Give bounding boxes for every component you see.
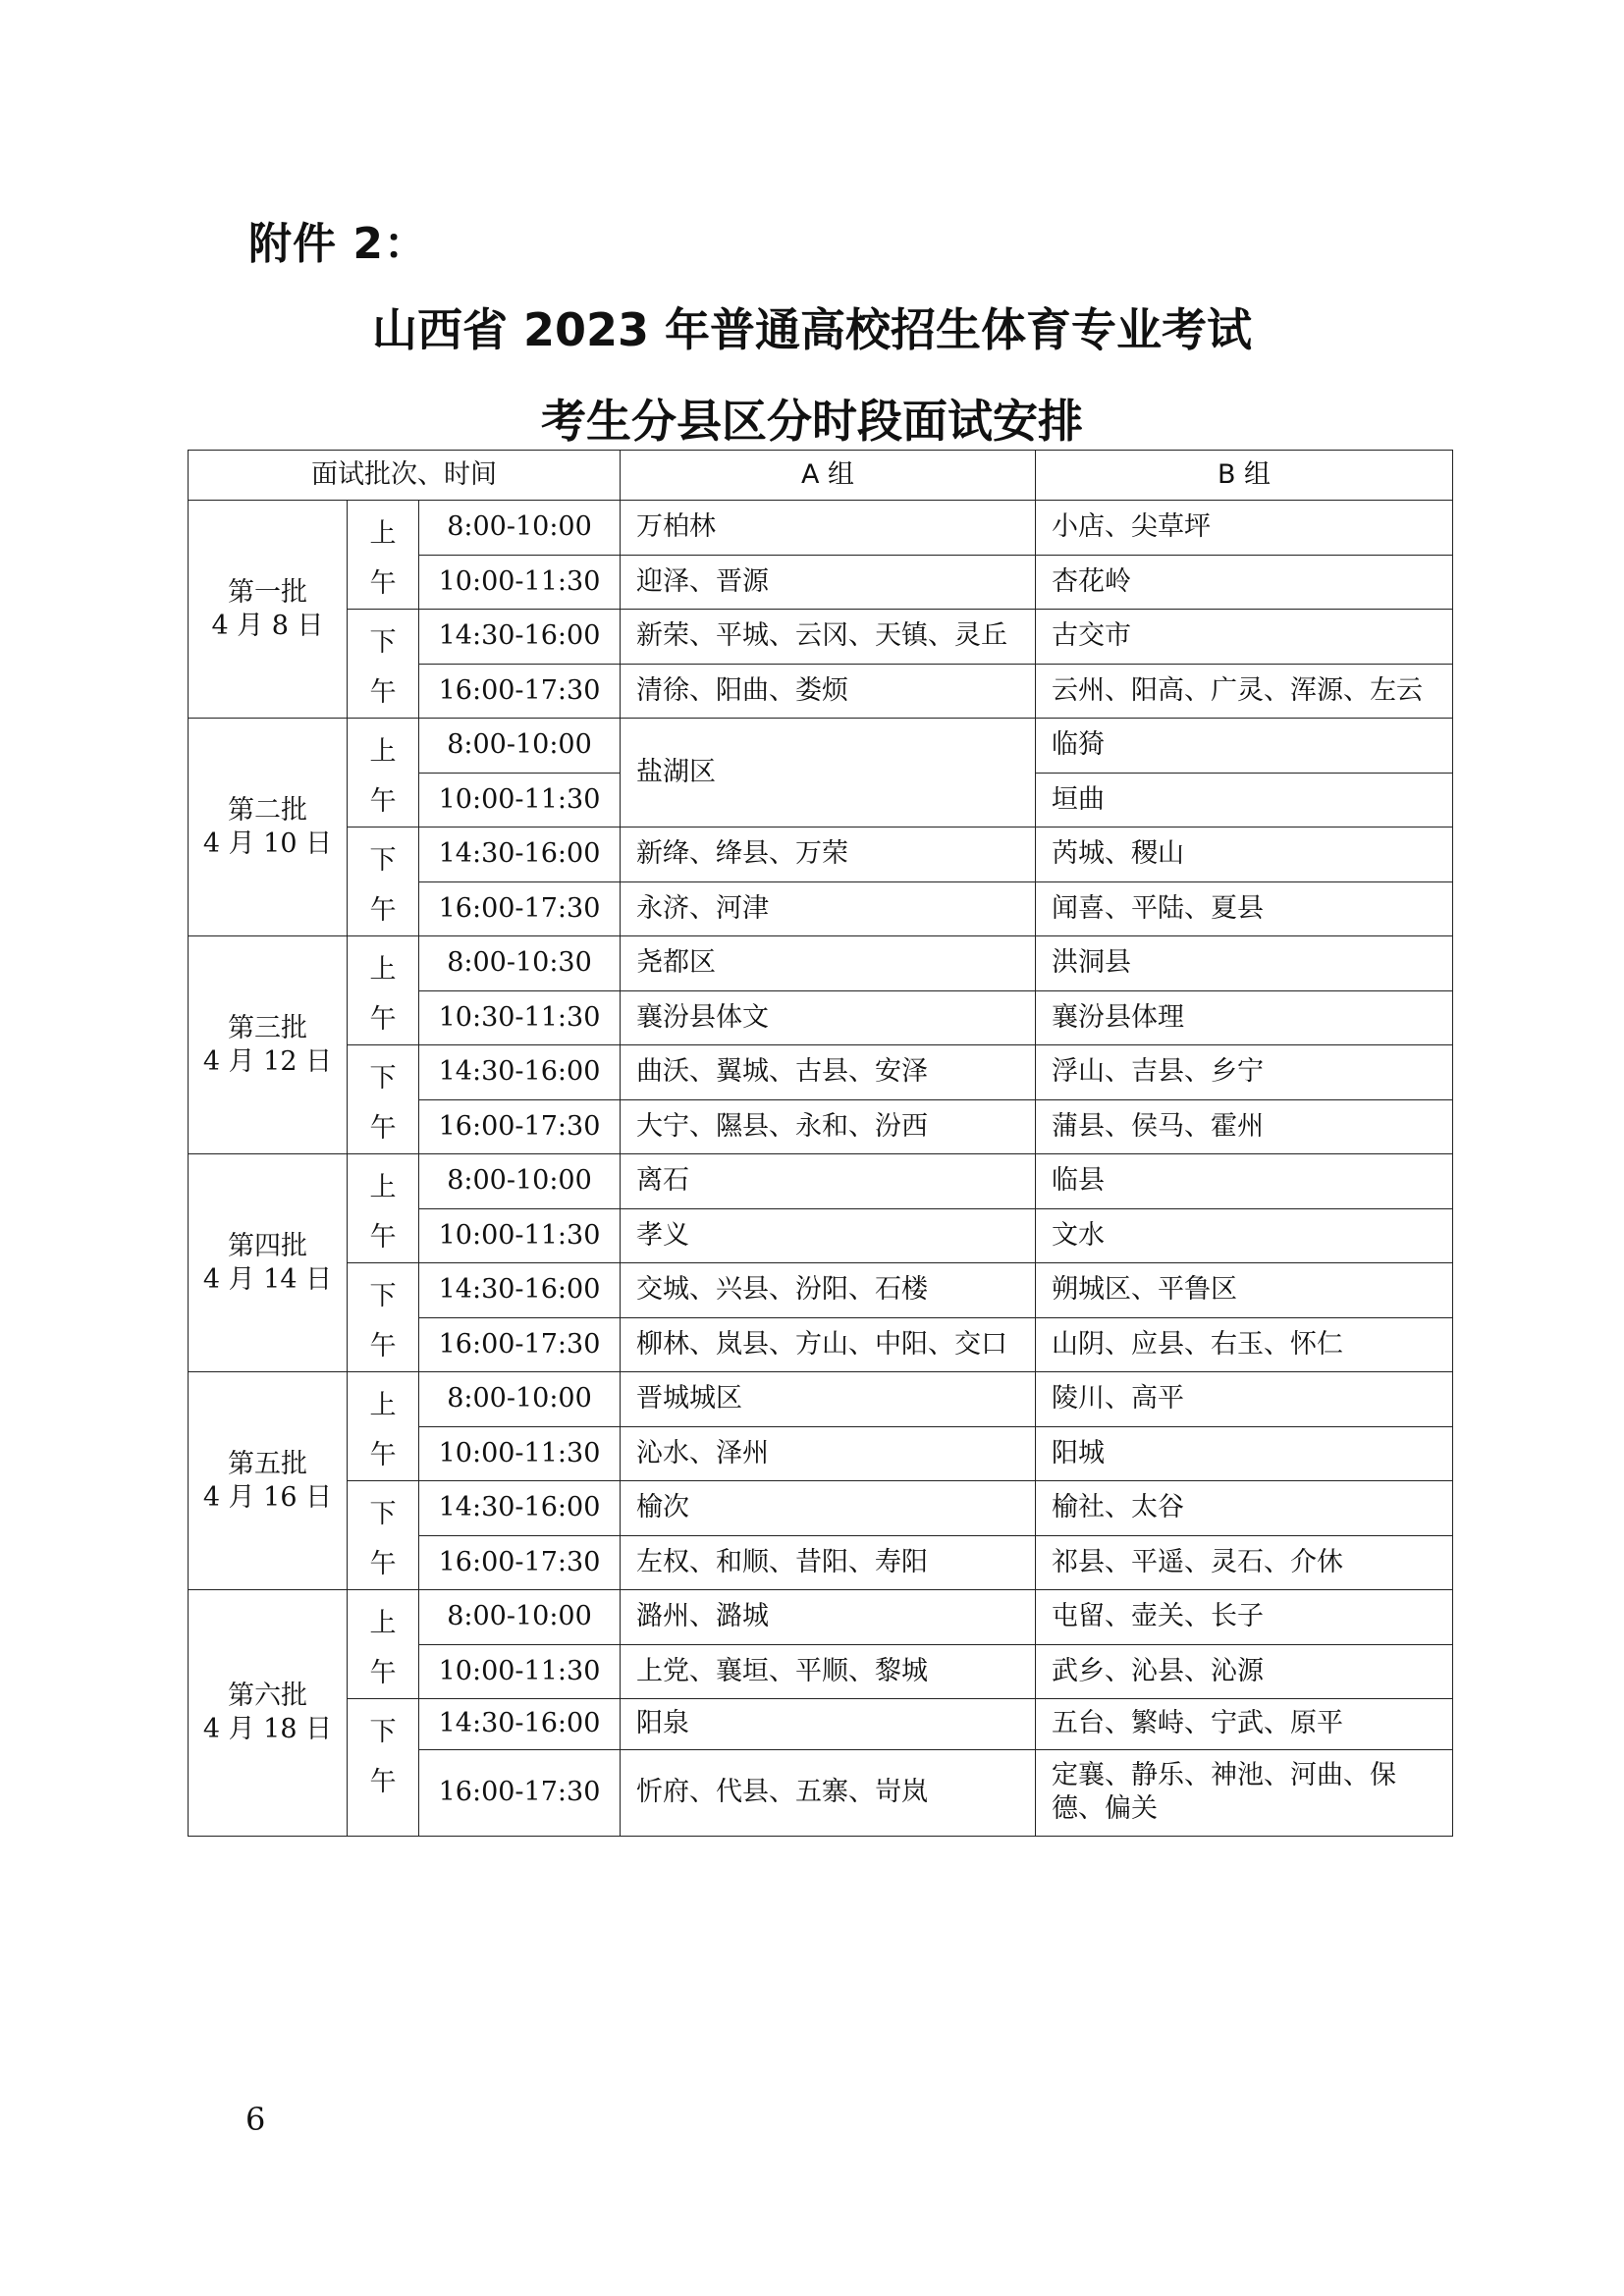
table-row <box>189 719 1453 774</box>
document-title-line1: 山西省 2023 年普通高校招生体育专业考试 <box>371 303 1253 356</box>
group-b-cell: 山阴、应县、右玉、怀仁 <box>1036 1317 1453 1372</box>
group-a-cell: 晋城城区 <box>621 1372 1036 1427</box>
time-slot: 16:00-17:30 <box>419 1099 621 1154</box>
batch-name: 第六批 <box>228 1680 307 1711</box>
half-day-char: 午 <box>369 1331 397 1362</box>
afternoon-label <box>348 1045 419 1154</box>
time-slot: 16:00-17:30 <box>419 1535 621 1590</box>
group-b-cell: 垣曲 <box>1036 773 1453 828</box>
group-a-cell: 左权、和顺、昔阳、寿阳 <box>621 1535 1036 1590</box>
time-slot: 14:30-16:00 <box>419 1045 621 1100</box>
group-b-cell: 闻喜、平陆、夏县 <box>1036 881 1453 936</box>
half-day-char: 上 <box>369 1172 397 1202</box>
header-group-b: B 组 <box>1036 451 1453 501</box>
batch-cell <box>189 936 348 1154</box>
afternoon-label <box>348 828 419 936</box>
page-number: 6 <box>245 2101 266 2138</box>
table-row <box>189 1699 1453 1750</box>
table-row <box>189 1590 1453 1645</box>
time-slot: 8:00-10:00 <box>419 501 621 556</box>
batch-date: 4 月 12 日 <box>202 1045 333 1077</box>
table-row <box>189 828 1453 882</box>
group-b-cell: 朔城区、平鲁区 <box>1036 1263 1453 1318</box>
morning-label <box>348 501 419 610</box>
time-slot: 14:30-16:00 <box>419 828 621 882</box>
group-a-cell: 孝义 <box>621 1208 1036 1263</box>
half-day-char: 午 <box>369 786 397 817</box>
group-b-cell: 杏花岭 <box>1036 555 1453 610</box>
group-a-cell: 新荣、平城、云冈、天镇、灵丘 <box>621 610 1036 665</box>
group-b-cell: 临县 <box>1036 1154 1453 1209</box>
batch-cell <box>189 1590 348 1837</box>
time-slot: 8:00-10:30 <box>419 936 621 991</box>
time-slot: 14:30-16:00 <box>419 1481 621 1536</box>
group-a-cell: 上党、襄垣、平顺、黎城 <box>621 1644 1036 1699</box>
group-b-cell: 陵川、高平 <box>1036 1372 1453 1427</box>
group-a-cell: 迎泽、晋源 <box>621 555 1036 610</box>
attachment-label: 附件 2： <box>248 219 428 269</box>
group-b-cell: 定襄、静乐、神池、河曲、保德、偏关 <box>1036 1749 1453 1836</box>
time-slot: 16:00-17:30 <box>419 1749 621 1836</box>
half-day-char: 上 <box>369 518 397 549</box>
table-row <box>189 501 1453 556</box>
batch-name: 第一批 <box>228 576 307 608</box>
time-slot: 16:00-17:30 <box>419 1317 621 1372</box>
schedule-table <box>188 450 1453 1837</box>
group-b-cell: 襄汾县体理 <box>1036 990 1453 1045</box>
half-day-char: 午 <box>369 1549 397 1579</box>
half-day-char: 上 <box>369 1608 397 1638</box>
half-day-char: 下 <box>369 1499 397 1529</box>
half-day-char: 下 <box>369 1063 397 1094</box>
group-a-cell: 襄汾县体文 <box>621 990 1036 1045</box>
time-slot: 8:00-10:00 <box>419 719 621 774</box>
group-a-cell: 阳泉 <box>621 1699 1036 1750</box>
group-a-cell: 大宁、隰县、永和、汾西 <box>621 1099 1036 1154</box>
document-title-line2: 考生分县区分时段面试安排 <box>541 395 1083 448</box>
afternoon-label <box>348 1263 419 1372</box>
batch-name: 第四批 <box>228 1230 307 1261</box>
group-b-cell: 阳城 <box>1036 1426 1453 1481</box>
half-day-char: 下 <box>369 1281 397 1311</box>
batch-date: 4 月 16 日 <box>202 1481 333 1513</box>
batch-date: 4 月 18 日 <box>202 1713 333 1744</box>
half-day-char: 下 <box>369 627 397 658</box>
group-a-cell: 尧都区 <box>621 936 1036 991</box>
header-row <box>189 451 1453 501</box>
group-b-cell: 芮城、稷山 <box>1036 828 1453 882</box>
time-slot: 14:30-16:00 <box>419 1699 621 1750</box>
table-row <box>189 1045 1453 1100</box>
half-day-char: 上 <box>369 736 397 767</box>
time-slot: 14:30-16:00 <box>419 1263 621 1318</box>
time-slot: 10:00-11:30 <box>419 555 621 610</box>
schedule-body <box>189 451 1453 1837</box>
group-b-cell: 临猗 <box>1036 719 1453 774</box>
batch-cell <box>189 501 348 719</box>
half-day-char: 下 <box>369 1717 397 1747</box>
half-day-char: 午 <box>369 1004 397 1035</box>
group-b-cell: 榆社、太谷 <box>1036 1481 1453 1536</box>
time-slot: 10:00-11:30 <box>419 1208 621 1263</box>
half-day-char: 午 <box>369 1440 397 1470</box>
group-a-cell: 清徐、阳曲、娄烦 <box>621 664 1036 719</box>
batch-cell <box>189 1372 348 1590</box>
group-a-cell: 万柏林 <box>621 501 1036 556</box>
batch-name: 第五批 <box>228 1448 307 1479</box>
time-slot: 14:30-16:00 <box>419 610 621 665</box>
group-b-cell: 古交市 <box>1036 610 1453 665</box>
group-a-cell: 新绛、绛县、万荣 <box>621 828 1036 882</box>
half-day-char: 午 <box>369 1658 397 1688</box>
half-day-char: 午 <box>369 1767 397 1797</box>
group-b-cell: 文水 <box>1036 1208 1453 1263</box>
batch-name: 第二批 <box>228 794 307 826</box>
group-a-cell: 盐湖区 <box>621 719 1036 828</box>
time-slot: 10:00-11:30 <box>419 773 621 828</box>
half-day-char: 午 <box>369 568 397 599</box>
table-row <box>189 610 1453 665</box>
group-b-cell: 祁县、平遥、灵石、介休 <box>1036 1535 1453 1590</box>
half-day-char: 午 <box>369 1113 397 1144</box>
half-day-char: 上 <box>369 954 397 985</box>
table-row <box>189 1154 1453 1209</box>
afternoon-label <box>348 610 419 719</box>
batch-date: 4 月 14 日 <box>202 1263 333 1295</box>
group-b-cell: 云州、阳高、广灵、浑源、左云 <box>1036 664 1453 719</box>
morning-label <box>348 1590 419 1699</box>
table-row <box>189 936 1453 991</box>
half-day-char: 午 <box>369 895 397 926</box>
half-day-char: 下 <box>369 845 397 876</box>
half-day-char: 午 <box>369 1222 397 1253</box>
group-a-cell: 离石 <box>621 1154 1036 1209</box>
group-b-cell: 五台、繁峙、宁武、原平 <box>1036 1699 1453 1750</box>
group-a-cell: 交城、兴县、汾阳、石楼 <box>621 1263 1036 1318</box>
afternoon-label <box>348 1481 419 1590</box>
table-row <box>189 1263 1453 1318</box>
batch-date: 4 月 8 日 <box>211 610 324 641</box>
time-slot: 8:00-10:00 <box>419 1590 621 1645</box>
group-a-cell: 潞州、潞城 <box>621 1590 1036 1645</box>
time-slot: 8:00-10:00 <box>419 1372 621 1427</box>
group-a-cell: 柳林、岚县、方山、中阳、交口 <box>621 1317 1036 1372</box>
half-day-char: 上 <box>369 1390 397 1420</box>
time-slot: 16:00-17:30 <box>419 664 621 719</box>
half-day-char: 午 <box>369 677 397 708</box>
group-a-cell: 沁水、泽州 <box>621 1426 1036 1481</box>
table-row <box>189 1481 1453 1536</box>
group-a-cell: 曲沃、翼城、古县、安泽 <box>621 1045 1036 1100</box>
morning-label <box>348 936 419 1045</box>
morning-label <box>348 719 419 828</box>
group-b-cell: 小店、尖草坪 <box>1036 501 1453 556</box>
group-b-cell: 蒲县、侯马、霍州 <box>1036 1099 1453 1154</box>
header-batch-time: 面试批次、时间 <box>189 451 621 501</box>
time-slot: 10:30-11:30 <box>419 990 621 1045</box>
afternoon-label <box>348 1699 419 1837</box>
group-a-cell: 忻府、代县、五寨、岢岚 <box>621 1749 1036 1836</box>
morning-label <box>348 1372 419 1481</box>
group-a-cell: 永济、河津 <box>621 881 1036 936</box>
group-a-cell: 榆次 <box>621 1481 1036 1536</box>
batch-date: 4 月 10 日 <box>202 828 333 859</box>
time-slot: 16:00-17:30 <box>419 881 621 936</box>
group-b-cell: 浮山、吉县、乡宁 <box>1036 1045 1453 1100</box>
table-row <box>189 1372 1453 1427</box>
batch-cell <box>189 1154 348 1372</box>
header-group-a: A 组 <box>621 451 1036 501</box>
batch-name: 第三批 <box>228 1012 307 1043</box>
morning-label <box>348 1154 419 1263</box>
batch-cell <box>189 719 348 936</box>
group-b-cell: 武乡、沁县、沁源 <box>1036 1644 1453 1699</box>
group-b-cell: 洪洞县 <box>1036 936 1453 991</box>
time-slot: 10:00-11:30 <box>419 1426 621 1481</box>
group-b-cell: 屯留、壶关、长子 <box>1036 1590 1453 1645</box>
time-slot: 10:00-11:30 <box>419 1644 621 1699</box>
time-slot: 8:00-10:00 <box>419 1154 621 1209</box>
